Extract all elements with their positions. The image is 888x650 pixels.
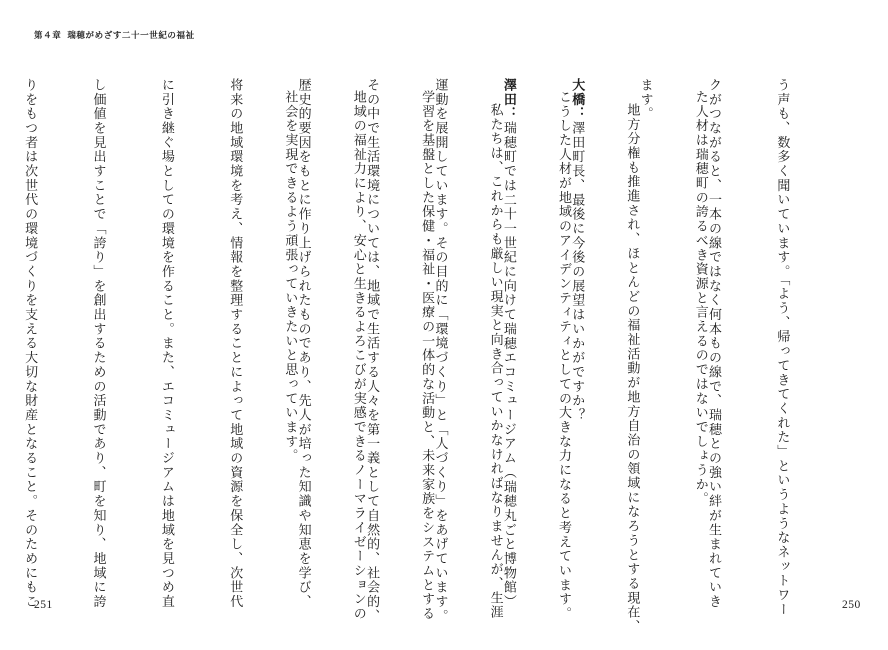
text-line: ます。 (637, 78, 653, 122)
text-line: りをもつ者は次世代の環境づくりを支える大切な財産となること。そのためにもこ (22, 78, 38, 609)
question-text: 澤田町長、最後に今後の展望はいかがですか？ (569, 121, 585, 423)
text-line: 地方分権も推進され、ほとんどの福祉活動が地方自治の領域になろうとする現在、 (624, 103, 640, 634)
text-line: 歴史的要因をもとに作り上げられたものであり、先人が培った知識や知恵を学び、 (295, 78, 311, 609)
page-number-left: 251 (34, 599, 53, 611)
text-line: う声も、数多く聞いています。「よう、帰ってきてくれた」というようなネットワー (774, 78, 790, 617)
answer-text: 瑞穂町では二十一世紀に向けて瑞穂エコミュージアム（瑞穂丸ごと博物館） (500, 121, 516, 609)
chapter-header (34, 29, 201, 41)
chapter-title: 瑞穂がめざす二十一世紀の福祉 (67, 31, 195, 41)
page-number-right: 250 (842, 599, 861, 611)
text-line: し価値を見出すことで「誇り」を創出するための活動であり、町を知り、地域に誇 (90, 78, 106, 609)
text-line: こうした人材が地域のアイデンティティとしての大きな力になると考えています。 (555, 90, 571, 621)
text-line: 将来の地域環境を考え、情報を整理することによって地域の資源を保全し、次世代 (227, 78, 243, 609)
text-line: 社会を実現できるよう頑張っていきたいと思っています。 (282, 90, 298, 464)
speaker-label: 澤田： (500, 78, 516, 122)
speaker-label: 大橋： (569, 78, 585, 122)
text-line: に引き継ぐ場としての環境を作ること。また、エコミュージアムは地域を見つめ直 (158, 78, 174, 609)
text-line: 地域の福祉力により、安心と生きるよろこびが実感できるノーマライゼーションの (350, 90, 366, 621)
text-line: 私たちは、これからも厳しい現実と向き合っていかなければなりませんが、生涯 (487, 103, 503, 620)
text-line: 運動を展開しています。その目的に「環境づくり」と「人づくり」をあげています。 (432, 78, 448, 624)
text-line: クがつながると、一本の線ではなく何本もの線で、瑞穂との強い絆が生まれていき (706, 78, 722, 609)
chapter-number: 第４章 (34, 31, 62, 41)
left-page-text (232, 90, 756, 634)
text-line: その中で生活環境については、地域で生活する人々を第一義として自然的、社会的、 (364, 78, 380, 624)
text-line: た人材は瑞穂町の誇るべき資源と言えるのではないでしょうか。 (692, 90, 708, 507)
text-line: 学習を基盤とした保健・福祉・医療の一体的な活動と、未来家族をシステムとする (419, 90, 435, 621)
